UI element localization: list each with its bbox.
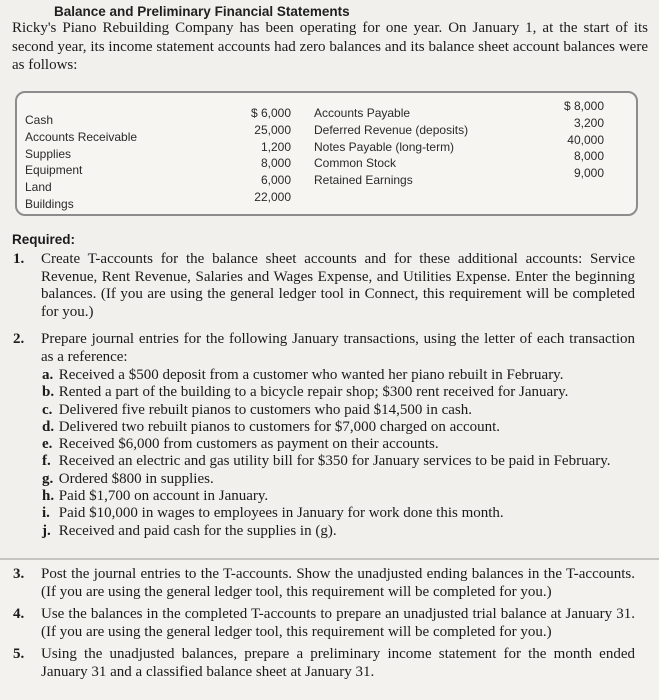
account-value: 3,200	[573, 115, 604, 130]
list-item	[42, 523, 632, 540]
requirement-number: 4.	[13, 606, 25, 622]
requirement-number: 2.	[13, 331, 25, 347]
account-name: Land	[25, 180, 52, 195]
asset-values	[213, 105, 291, 206]
transaction-letter: e.	[42, 436, 53, 453]
account-name: Deferred Revenue (deposits)	[314, 122, 469, 137]
list-item	[42, 453, 632, 470]
account-value: 6,000	[260, 173, 291, 188]
transaction-text: Received a $500 deposit from a customer who wanted her piano rebuilt in February.	[58, 367, 564, 383]
account-name: Buildings	[25, 196, 74, 211]
list-item	[42, 505, 632, 522]
requirement-text: Create T-accounts for the balance sheet accounts and for these additional accounts: Service Revenue, Rent Revenue, Salaries and Wages Expense, and Utilities Expense. Enter the beginning balances. (If you are using the general ledger tool in Connect, this requirement will be completed for you.)	[41, 251, 635, 320]
transaction-text: Delivered five rebuilt pianos to customers who paid $14,500 in cash.	[58, 401, 472, 418]
transaction-letter: c.	[42, 401, 53, 418]
requirement-text: Using the unadjusted balances, prepare a preliminary income statement for the month ended January 31 and a classified balance sheet at January 31.	[41, 646, 635, 680]
requirement-number: 1.	[13, 251, 25, 267]
transaction-text: Delivered two rebuilt pianos to customers for $7,000 charged on account.	[58, 418, 501, 435]
account-value: 1,200	[260, 139, 291, 154]
balance-table	[15, 91, 638, 216]
transaction-letter: a.	[42, 367, 54, 383]
account-name: Equipment	[25, 163, 83, 178]
account-value: $ 6,000	[250, 106, 291, 120]
liability-equity-names	[314, 105, 468, 189]
account-value: 40,000	[567, 132, 604, 147]
transaction-list	[42, 367, 632, 540]
list-item	[42, 488, 632, 505]
transaction-text: Paid $1,700 on account in January.	[58, 488, 269, 505]
transaction-letter: d.	[42, 418, 55, 435]
requirement-text: Post the journal entries to the T-accounts. Show the unadjusted ending balances in the T-accounts. (If you are using the general ledger tool, this requirement will be completed for you.)	[41, 566, 635, 600]
required-heading: Required:	[12, 232, 76, 247]
section-divider	[0, 558, 659, 560]
requirement-text: Prepare journal entries for the following January transactions, using the letter of each transaction as a reference:	[41, 331, 635, 365]
transaction-text: Ordered $800 in supplies.	[58, 470, 214, 487]
transaction-text: Received and paid cash for the supplies in (g).	[58, 522, 337, 539]
account-value: 8,000	[573, 149, 604, 164]
page-title: Balance and Preliminary Financial Statements	[54, 4, 350, 19]
account-name: Accounts Receivable	[25, 129, 138, 144]
asset-names	[25, 112, 137, 213]
requirement-number: 5.	[13, 646, 25, 662]
account-value: 9,000	[573, 166, 604, 181]
transaction-letter: g.	[42, 470, 54, 487]
liability-equity-values	[544, 98, 604, 182]
requirement-1	[13, 251, 635, 321]
transaction-letter: j.	[42, 522, 51, 539]
requirement-number: 3.	[13, 566, 25, 582]
list-item	[42, 471, 632, 488]
transaction-text: Rented a part of the building to a bicycle repair shop; $300 rent received for January.	[58, 384, 569, 401]
requirement-text: Use the balances in the completed T-accounts to prepare an unadjusted trial balance at January 31. (If you are using the general ledger tool, this requirement will be completed for you.)	[41, 606, 635, 640]
transaction-letter: i.	[42, 505, 50, 522]
account-value: 8,000	[260, 156, 291, 171]
intro-paragraph: Ricky's Piano Rebuilding Company has been operating for one year. On January 1, at the start of its second year, its income statement accounts had zero balances and its balance sheet account balances were as follows:	[12, 20, 648, 73]
account-name: Notes Payable (long-term)	[314, 139, 455, 154]
list-item	[42, 436, 632, 453]
list-item	[42, 367, 632, 384]
list-item	[42, 402, 632, 419]
account-value: 25,000	[254, 122, 291, 137]
requirement-3	[13, 566, 635, 601]
account-name: Common Stock	[314, 156, 397, 171]
account-name: Accounts Payable	[314, 106, 411, 120]
transaction-text: Received $6,000 from customers as payment on their accounts.	[58, 436, 439, 453]
account-value: $ 8,000	[563, 99, 604, 113]
transaction-letter: b.	[42, 384, 55, 401]
list-item	[42, 419, 632, 436]
transaction-letter: f.	[42, 453, 51, 470]
list-item	[42, 384, 632, 401]
transaction-letter: h.	[42, 488, 55, 505]
transaction-text: Paid $10,000 in wages to employees in January for work done this month.	[58, 505, 504, 522]
account-name: Cash	[25, 113, 54, 127]
account-value: 22,000	[254, 189, 291, 204]
account-name: Supplies	[25, 146, 72, 161]
requirement-5	[13, 646, 635, 681]
account-name: Retained Earnings	[314, 173, 413, 188]
transaction-text: Received an electric and gas utility bill for $350 for January services to be paid in February.	[58, 453, 611, 470]
requirement-4	[13, 606, 635, 641]
requirement-2	[13, 331, 635, 366]
